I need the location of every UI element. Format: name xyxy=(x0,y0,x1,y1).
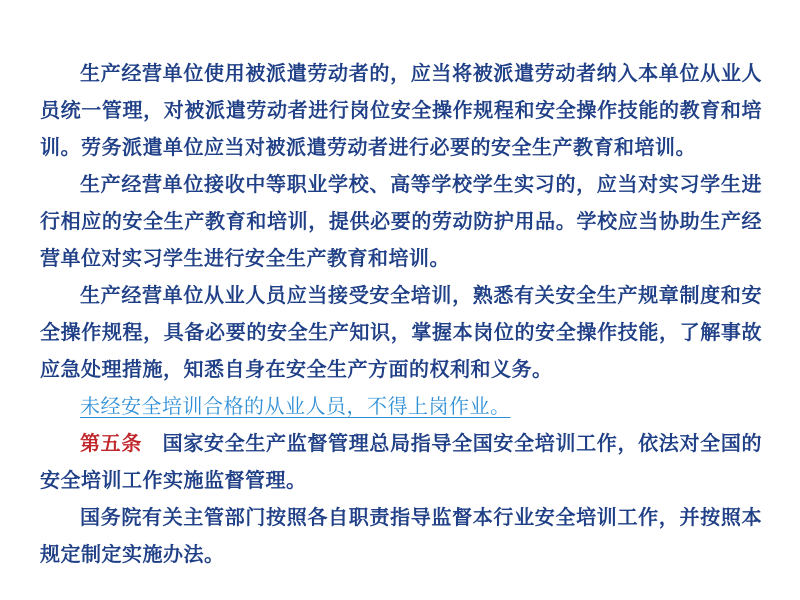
paragraph-employee-training: 生产经营单位从业人员应当接受安全培训，熟悉有关安全生产规章制度和安全操作规程，具备必要的安全生产知识，掌握本岗位的安全操作技能，了解事故应急处理措施，知悉自身在安全生产方面的权利和义务。 xyxy=(40,283,762,381)
untrained-workers-link[interactable]: 未经安全培训合格的从业人员，不得上岗作业。 xyxy=(80,394,511,418)
paragraph-article-five xyxy=(40,425,762,499)
paragraph-dispatched-workers: 生产经营单位使用被派遣劳动者的，应当将被派遣劳动者纳入本单位从业人员统一管理，对被派遣劳动者进行岗位安全操作规程和安全操作技能的教育和培训。劳务派遣单位应当对被派遣劳动者进行必要的安全生产教育和培训。 xyxy=(40,61,762,159)
article-five-text: 国家安全生产监督管理总局指导全国安全培训工作，依法对全国的安全培训工作实施监督管理。 xyxy=(40,431,762,492)
paragraph-intern-students: 生产经营单位接收中等职业学校、高等学校学生实习的，应当对实习学生进行相应的安全生产教育和培训，提供必要的劳动防护用品。学校应当协助生产经营单位对实习学生进行安全生产教育和培训。 xyxy=(40,172,762,270)
regulation-text-block xyxy=(40,55,762,573)
paragraph-state-council: 国务院有关主管部门按照各自职责指导监督本行业安全培训工作，并按照本规定制定实施办法。 xyxy=(40,505,762,566)
paragraph-no-untrained-work xyxy=(40,388,762,425)
article-five-label: 第五条 xyxy=(80,431,143,455)
